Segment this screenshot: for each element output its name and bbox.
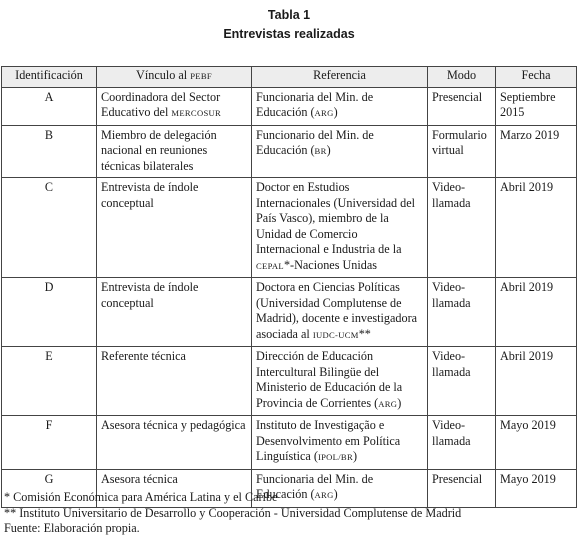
table-header-row bbox=[2, 67, 577, 88]
cell-referencia bbox=[252, 125, 428, 178]
interviews-table bbox=[1, 66, 577, 508]
table-row bbox=[2, 87, 577, 125]
cell-modo: Presencial bbox=[428, 469, 496, 507]
cell-referencia-text: Funcionaria del Min. de Educación ( bbox=[256, 89, 374, 119]
cell-vinculo bbox=[97, 125, 252, 178]
cell-referencia-suffix: ** bbox=[358, 326, 371, 341]
cell-referencia-suffix: ) bbox=[333, 487, 338, 501]
cell-referencia-acronym: ARG bbox=[314, 108, 334, 118]
cell-vinculo-text: Entrevista de índole conceptual bbox=[101, 180, 199, 210]
table-notes bbox=[4, 490, 461, 537]
cell-id: B bbox=[2, 125, 97, 178]
cell-vinculo bbox=[97, 87, 252, 125]
table-row bbox=[2, 178, 577, 278]
cell-vinculo bbox=[97, 178, 252, 278]
cell-referencia-suffix: ) bbox=[333, 105, 338, 119]
cell-id: D bbox=[2, 278, 97, 347]
cell-referencia-acronym: CEPAL bbox=[256, 260, 284, 271]
column-header-identificacion: Identificación bbox=[2, 67, 97, 88]
cell-referencia bbox=[252, 416, 428, 470]
cell-fecha: Marzo 2019 bbox=[496, 125, 577, 178]
table-label: Tabla 1 bbox=[267, 8, 311, 22]
cell-vinculo-text: Miembro de delegación nacional en reuniones técnicas bilaterales bbox=[101, 127, 217, 173]
cell-referencia-suffix: ) bbox=[397, 395, 402, 410]
cell-modo: Video-llamada bbox=[428, 347, 496, 416]
table-row bbox=[2, 416, 577, 470]
cell-fecha: Mayo 2019 bbox=[496, 416, 577, 470]
cell-referencia-suffix: *-Naciones Unidas bbox=[283, 257, 378, 272]
cell-id: E bbox=[2, 347, 97, 416]
cell-referencia bbox=[252, 347, 428, 416]
cell-modo: Video-llamada bbox=[428, 416, 496, 470]
cell-vinculo bbox=[97, 416, 252, 470]
column-header-referencia: Referencia bbox=[252, 67, 428, 88]
column-header-modo: Modo bbox=[428, 67, 496, 88]
cell-referencia-acronym: ARG bbox=[378, 398, 398, 409]
cell-fecha: Mayo 2019 bbox=[496, 469, 577, 507]
cell-referencia-acronym: IUDC-UCM bbox=[312, 329, 359, 340]
table-row bbox=[2, 347, 577, 416]
cell-vinculo-text: Coordinadora del Sector Educativo del bbox=[101, 89, 221, 119]
cell-referencia-acronym: ARG bbox=[314, 490, 334, 500]
cell-referencia bbox=[252, 178, 428, 278]
column-header-vinculo-label: Vínculo al bbox=[136, 68, 188, 82]
cell-vinculo-text: Referente técnica bbox=[101, 349, 186, 363]
column-header-fecha: Fecha bbox=[496, 67, 577, 88]
cell-fecha: Abril 2019 bbox=[496, 347, 577, 416]
cell-referencia-text: Funcionaria del Min. de Educación ( bbox=[256, 471, 374, 501]
cell-referencia-text: Dirección de Educación Intercultural Bilingüe del Ministerio de Educación de la Provincia de Corrientes ( bbox=[256, 349, 403, 410]
cell-referencia-text: Doctor en Estudios Internacionales (Universidad del País Vasco), miembro de la Unidad de Comercio Internacional e Industria de la bbox=[256, 180, 416, 256]
cell-referencia-acronym: IPOL/BR bbox=[317, 452, 353, 462]
cell-id: A bbox=[2, 87, 97, 125]
cell-referencia bbox=[252, 87, 428, 125]
cell-vinculo-text: Entrevista de índole conceptual bbox=[101, 280, 199, 310]
footnote-cepal: * Comisión Económica para América Latina y el Caribe bbox=[4, 490, 278, 504]
cell-modo: Video-llamada bbox=[428, 178, 496, 278]
cell-referencia-text: Doctora en Ciencias Políticas (Universidad Complutense de Madrid), docente e investigadora asociada al bbox=[256, 280, 418, 341]
cell-id: C bbox=[2, 178, 97, 278]
cell-modo: Video-llamada bbox=[428, 278, 496, 347]
cell-fecha: Septiembre 2015 bbox=[496, 87, 577, 125]
cell-fecha: Abril 2019 bbox=[496, 178, 577, 278]
cell-modo: Presencial bbox=[428, 87, 496, 125]
cell-id: F bbox=[2, 416, 97, 470]
cell-vinculo bbox=[97, 278, 252, 347]
cell-referencia-suffix: ) bbox=[326, 143, 331, 157]
cell-vinculo-text: Asesora técnica y pedagógica bbox=[101, 418, 246, 432]
cell-id: G bbox=[2, 469, 97, 507]
cell-vinculo-acronym: MERCOSUR bbox=[171, 108, 222, 118]
cell-referencia-acronym: BR bbox=[314, 146, 327, 156]
footnote-iudc: ** Instituto Universitario de Desarrollo y Cooperación - Universidad Complutense de Madrid bbox=[4, 505, 462, 520]
table-title: Entrevistas realizadas bbox=[223, 27, 355, 41]
column-header-vinculo-acronym: PEBF bbox=[190, 71, 212, 81]
cell-modo: Formulario virtual bbox=[428, 125, 496, 178]
cell-vinculo bbox=[97, 347, 252, 416]
cell-vinculo-text: Asesora técnica bbox=[101, 471, 178, 486]
cell-referencia-text: Funcionario del Min. de Educación ( bbox=[256, 127, 374, 157]
cell-referencia-suffix: ) bbox=[353, 449, 358, 463]
column-header-vinculo bbox=[97, 67, 252, 88]
table-row bbox=[2, 125, 577, 178]
cell-fecha: Abril 2019 bbox=[496, 278, 577, 347]
source-note: Fuente: Elaboración propia. bbox=[4, 521, 140, 535]
cell-referencia bbox=[252, 278, 428, 347]
table-row bbox=[2, 278, 577, 347]
cell-referencia-text: Instituto de Investigação e Desenvolvimento em Política Linguística ( bbox=[256, 418, 401, 463]
